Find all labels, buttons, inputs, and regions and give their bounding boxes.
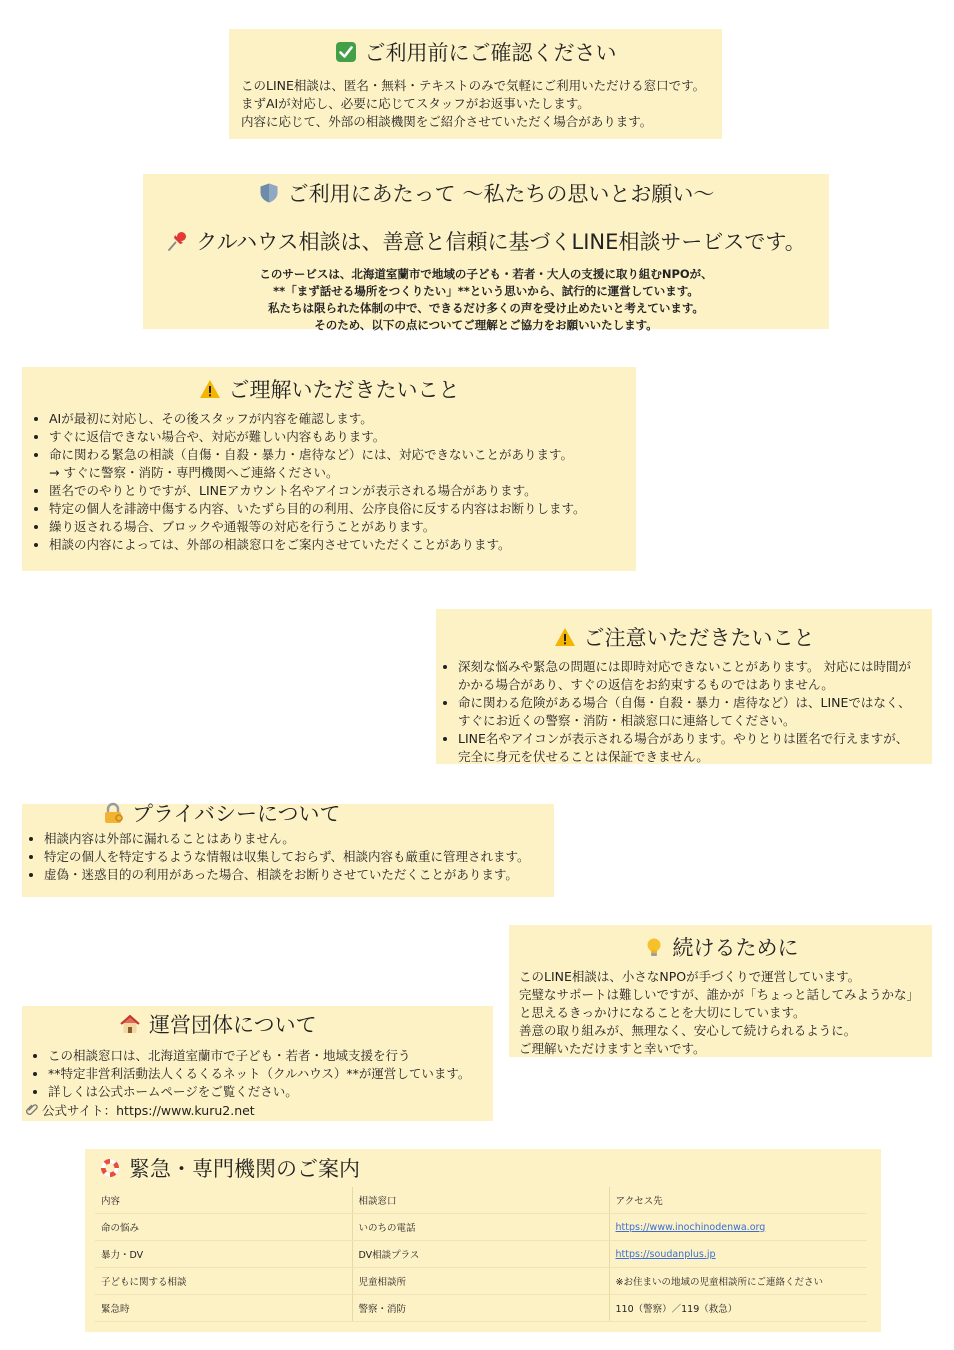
usage-subheading bbox=[143, 226, 829, 256]
list-item-text: すぐにお近くの警察・消防・相談窓口に連絡してください。 bbox=[458, 713, 796, 728]
lifebuoy-icon bbox=[99, 1157, 121, 1179]
table-cell: 110（警察）／119（救急） bbox=[609, 1295, 867, 1322]
pushpin-icon bbox=[166, 230, 188, 252]
continue-line: ご理解いただけますと幸いです。 bbox=[519, 1041, 706, 1056]
list-item: • 相談の内容によっては、外部の相談窓口をご案内させていただくことがあります。 bbox=[49, 536, 636, 554]
caution-list bbox=[436, 658, 932, 766]
table-cell: DV相談プラス bbox=[352, 1241, 609, 1268]
list-item: • 相談内容は外部に漏れることはありません。 bbox=[44, 830, 554, 848]
org-card bbox=[22, 1006, 493, 1121]
list-item: • 繰り返される場合、ブロックや通報等の対応を行うことがあります。 bbox=[49, 518, 636, 536]
list-item: • この相談窓口は、北海道室蘭市で子ども・若者・地域支援を行う bbox=[48, 1047, 493, 1065]
understand-heading bbox=[22, 374, 636, 404]
list-item: • 詳しくは公式ホームページをご覧ください。 bbox=[48, 1083, 493, 1101]
table-cell: 暴力・DV bbox=[95, 1241, 352, 1268]
usage-line: **「まず話せる場所をつくりたい」**という思いから、試行的に運営しています。 bbox=[273, 284, 699, 298]
warning-icon bbox=[199, 378, 221, 400]
continue-line: と思えるきっかけになることを大切にしています。 bbox=[519, 1005, 806, 1020]
confirm-heading bbox=[229, 37, 722, 67]
list-item bbox=[458, 658, 932, 694]
understand-title: ご理解いただきたいこと bbox=[228, 378, 460, 402]
emergency-card bbox=[85, 1149, 881, 1332]
org-site[interactable]: 公式サイト：https://www.kuru2.net bbox=[42, 1103, 255, 1118]
confirm-line: 内容に応じて、外部の相談機関をご紹介させていただく場合があります。 bbox=[241, 114, 653, 129]
list-item-text: 深刻な悩みや緊急の問題には即時対応できないことがあります。 対応には時間が bbox=[458, 659, 911, 674]
privacy-title: プライバシーについて bbox=[132, 802, 341, 826]
shield-icon bbox=[258, 182, 280, 204]
confirm-line: まずAIが対応し、必要に応じてスタッフがお返事いたします。 bbox=[241, 96, 590, 111]
privacy-list bbox=[22, 830, 554, 884]
table-row bbox=[95, 1295, 867, 1322]
list-item-text: 命に関わる緊急の相談（自傷・自殺・暴力・虐待など）には、対応できないことがあります。 bbox=[49, 447, 574, 462]
table-cell: いのちの電話 bbox=[352, 1214, 609, 1241]
usage-line: そのため、以下の点についてご理解とご協力をお願いいたします。 bbox=[314, 318, 658, 332]
list-item: • すぐに返信できない場合や、対応が難しい内容もあります。 bbox=[49, 428, 636, 446]
continue-card bbox=[509, 925, 932, 1057]
soudanplus-link[interactable]: https://soudanplus.jp bbox=[615, 1248, 716, 1260]
list-item bbox=[458, 730, 932, 766]
light-bulb-icon bbox=[643, 936, 665, 958]
table-cell: 緊急時 bbox=[95, 1295, 352, 1322]
list-item: • 匿名でのやりとりですが、LINEアカウント名やアイコンが表示される場合があります。 bbox=[49, 482, 636, 500]
table-header-cell: アクセス先 bbox=[609, 1187, 867, 1214]
list-item: • 特定の個人を特定するような情報は収集しておらず、相談内容も厳重に管理されます。 bbox=[44, 848, 554, 866]
privacy-heading bbox=[22, 798, 554, 828]
confirm-line: このLINE相談は、匿名・無料・テキストのみで気軽にご利用いただける窓口です。 bbox=[241, 78, 706, 93]
emergency-table bbox=[95, 1187, 867, 1322]
org-list bbox=[22, 1047, 493, 1101]
caution-heading bbox=[436, 622, 932, 652]
continue-heading bbox=[509, 932, 932, 962]
table-cell: ※お住まいの地域の児童相談所にご連絡ください bbox=[609, 1268, 867, 1295]
list-item bbox=[49, 446, 636, 482]
caution-card bbox=[436, 609, 932, 764]
inochinodenwa-link[interactable]: https://www.inochinodenwa.org bbox=[615, 1221, 766, 1233]
list-item-text: かかる場合があり、すぐの返信をお約束するものではありません。 bbox=[458, 677, 834, 692]
list-item-text: 命に関わる危険がある場合（自傷・自殺・暴力・虐待など）は、LINEではなく、 bbox=[458, 695, 911, 710]
understand-card bbox=[22, 367, 636, 571]
table-header-cell: 相談窓口 bbox=[352, 1187, 609, 1214]
table-row bbox=[95, 1241, 867, 1268]
list-item: • 虚偽・迷惑目的の利用があった場合、相談をお断りさせていただくことがあります。 bbox=[44, 866, 554, 884]
table-cell bbox=[609, 1214, 867, 1241]
locked-with-key-icon bbox=[102, 802, 124, 824]
emergency-heading bbox=[85, 1153, 881, 1183]
confirm-title: ご利用前にご確認ください bbox=[364, 41, 617, 65]
usage-title: ご利用にあたって 〜私たちの思いとお願い〜 bbox=[287, 182, 715, 206]
usage-heading bbox=[143, 178, 829, 208]
privacy-card bbox=[22, 804, 554, 897]
table-cell: 警察・消防 bbox=[352, 1295, 609, 1322]
caution-title: ご注意いただきたいこと bbox=[583, 626, 815, 650]
table-header-cell: 内容 bbox=[95, 1187, 352, 1214]
list-item bbox=[458, 694, 932, 730]
org-heading bbox=[22, 1009, 493, 1039]
continue-line: 善意の取り組みが、無理なく、安心して続けられるように。 bbox=[519, 1023, 857, 1038]
table-cell: 命の悩み bbox=[95, 1214, 352, 1241]
list-item-text: 完全に身元を伏せることは保証できません。 bbox=[458, 749, 709, 764]
usage-card bbox=[143, 174, 829, 332]
continue-line: 完璧なサポートは難しいですが、誰かが「ちょっと話してみようかな」 bbox=[519, 987, 920, 1002]
table-cell: 児童相談所 bbox=[352, 1268, 609, 1295]
table-row bbox=[95, 1268, 867, 1295]
warning-icon bbox=[554, 626, 576, 648]
continue-title: 続けるために bbox=[672, 936, 799, 960]
paperclip-icon bbox=[25, 1103, 39, 1117]
table-cell: 子どもに関する相談 bbox=[95, 1268, 352, 1295]
house-icon bbox=[119, 1013, 141, 1035]
org-title: 運営団体について bbox=[149, 1013, 317, 1037]
continue-line: このLINE相談は、小さなNPOが手づくりで運営しています。 bbox=[519, 969, 861, 984]
list-item: • AIが最初に対応し、その後スタッフが内容を確認します。 bbox=[49, 410, 636, 428]
table-header-row bbox=[95, 1187, 867, 1214]
confirm-card bbox=[229, 29, 722, 139]
list-item: • **特定非営利活動法人くるくるネット（クルハウス）**が運営しています。 bbox=[48, 1065, 493, 1083]
understand-list bbox=[22, 410, 636, 554]
emergency-title: 緊急・専門機関のご案内 bbox=[129, 1157, 360, 1181]
list-item-text: LINE名やアイコンが表示される場合があります。やりとりは匿名で行えますが、 bbox=[458, 731, 909, 746]
list-item-subnote: → すぐに警察・消防・専門機関へご連絡ください。 bbox=[49, 465, 339, 480]
usage-line: 私たちは限られた体制の中で、できるだけ多くの声を受け止めたいと考えています。 bbox=[268, 301, 704, 315]
usage-subtitle: クルハウス相談は、善意と信頼に基づくLINE相談サービスです。 bbox=[196, 230, 806, 254]
list-item: • 特定の個人を誹謗中傷する内容、いたずら目的の利用、公序良俗に反する内容はお断りします。 bbox=[49, 500, 636, 518]
check-mark-button-icon bbox=[335, 41, 357, 63]
usage-line: このサービスは、北海道室蘭市で地域の子ども・若者・大人の支援に取り組むNPOが、 bbox=[259, 267, 713, 281]
table-row bbox=[95, 1214, 867, 1241]
table-cell bbox=[609, 1241, 867, 1268]
